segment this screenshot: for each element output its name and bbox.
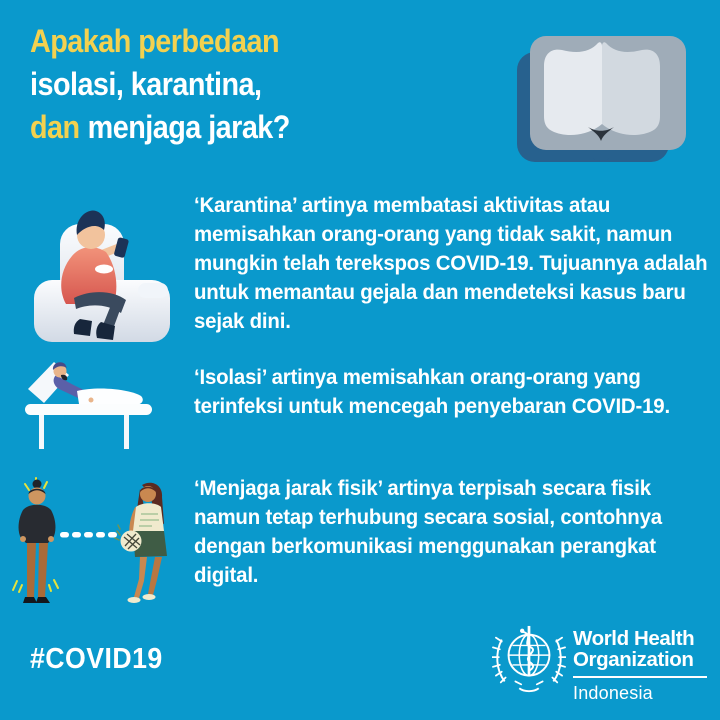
person-on-bed-icon — [23, 358, 155, 455]
who-emblem-icon — [492, 620, 566, 702]
karantina-definition-text: ‘Karantina’ artinya membatasi aktivitas atau memisahkan orang-orang yang tidak sakit, namun mungkin telah terekspos COVID-19. Tujuannya adalah untuk memantau gejala dan mendeteksi kasus baru sejak dini. — [194, 193, 708, 333]
title-line-3-rest: menjaga jarak? — [87, 109, 290, 145]
who-org-line-1: World Health — [573, 627, 695, 650]
two-people-distancing-icon — [4, 477, 180, 608]
menjaga-jarak-definition-text: ‘Menjaga jarak fisik’ artinya terpisah secara fisik namun tetap terhubung secara sosial, contohnya dengan berkomunikasi menggunakan perangkat digital. — [194, 476, 662, 587]
isolasi-definition-text: ‘Isolasi’ artinya memisahkan orang-orang yang terinfeksi untuk mencegah penyebaran COVID-19. — [194, 365, 670, 418]
open-book-icon — [514, 28, 692, 170]
who-org-line-2: Organization — [573, 648, 694, 671]
who-logo-text — [573, 628, 707, 704]
title-line-3 — [30, 106, 290, 149]
title-block — [30, 20, 290, 149]
title-line-1: Apakah perbedaan — [30, 23, 280, 59]
who-region-label: Indonesia — [573, 683, 653, 703]
who-divider — [573, 676, 707, 678]
title-line-3-accent: dan — [30, 109, 80, 145]
person-on-sofa-with-phone-icon — [16, 194, 180, 346]
covid19-hashtag: #COVID19 — [30, 643, 163, 675]
who-logo — [492, 616, 707, 704]
title-line-2: isolasi, karantina, — [30, 66, 262, 102]
